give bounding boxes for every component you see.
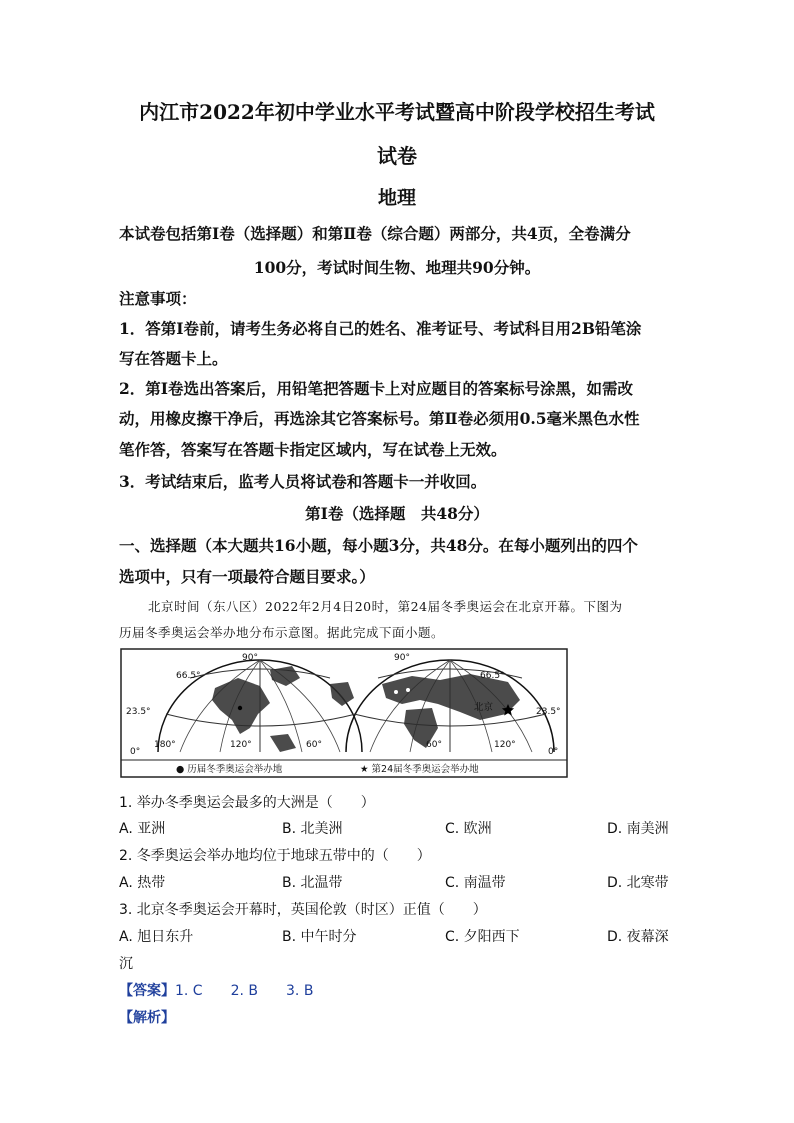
question-2-stem: 2. 冬季奥运会举办地均位于地球五带中的（ ） <box>119 848 431 864</box>
question-3-option-d-wrap: 沉 <box>119 956 133 972</box>
answer-item-2: 2. B <box>230 983 259 999</box>
host-marker <box>238 706 242 710</box>
intro-line1: 本试卷包括第Ⅰ卷（选择题）和第Ⅱ卷（综合题）两部分，共4页，全卷满分 <box>119 224 631 243</box>
section1-title: 第Ⅰ卷（选择题 共48分） <box>305 504 489 523</box>
passage-line1: 北京时间（东八区）2022年2月4日20时，第24届冬季奥运会在北京开幕。下图为 <box>148 599 623 614</box>
lat-label-66-left: 66.5° <box>176 671 201 681</box>
lon-label-120w: 120° <box>230 740 252 750</box>
note-1-line2: 写在答题卡上。 <box>119 349 228 368</box>
note-2-line2: 动，用橡皮擦干净后，再选涂其它答案标号。第Ⅱ卷必须用0.5毫米黑色水性 <box>119 409 640 428</box>
lat-label-23-left: 23.5° <box>126 707 151 717</box>
question-3-stem: 3. 北京冬季奥运会开幕时，英国伦敦（时区）正值（ ） <box>119 902 487 918</box>
lon-label-120e: 120° <box>494 740 516 750</box>
question-3-option-a[interactable]: A. 旭日东升 <box>119 929 194 945</box>
lon-label-90-left: 90° <box>242 653 258 663</box>
question-1-option-a[interactable]: A. 亚洲 <box>119 821 166 837</box>
legend-host: ● 历届冬季奥运会举办地 <box>176 764 283 775</box>
question-2-option-b[interactable]: B. 北温带 <box>282 875 343 891</box>
beijing-label: 北京 <box>474 702 494 713</box>
section1-desc-line2: 选项中，只有一项最符合题目要求。） <box>119 567 375 586</box>
lat-label-66-right: 66.5° <box>480 671 505 681</box>
question-1-option-c[interactable]: C. 欧洲 <box>445 821 492 837</box>
host-marker <box>394 690 398 694</box>
question-2-option-a[interactable]: A. 热带 <box>119 875 166 891</box>
question-2-option-d[interactable]: D. 北寒带 <box>607 875 669 891</box>
lon-label-60w: 60° <box>306 740 322 750</box>
question-1-option-d[interactable]: D. 南美洲 <box>607 821 669 837</box>
section1-desc-line1: 一、选择题（本大题共16小题，每小题3分，共48分。在每小题列出的四个 <box>119 536 638 555</box>
lat-label-23-right: 23.5° <box>536 707 561 717</box>
lon-label-180: 180° <box>154 740 176 750</box>
lat-label-0-right: 0° <box>548 747 559 757</box>
note-1-line1: 1．答第Ⅰ卷前，请考生务必将自己的姓名、准考证号、考试科目用2B铅笔涂 <box>119 319 642 338</box>
passage-line2: 历届冬季奥运会举办地分布示意图。据此完成下面小题。 <box>119 625 445 640</box>
winter-olympics-map <box>120 648 568 778</box>
answer-row <box>119 980 313 1000</box>
analysis-label: 【解析】 <box>119 1010 175 1026</box>
lat-label-0-left: 0° <box>130 747 141 757</box>
exam-title-line1: 内江市2022年初中学业水平考试暨高中阶段学校招生考试 <box>139 100 655 124</box>
notes-heading: 注意事项： <box>119 289 197 308</box>
question-3-option-d[interactable]: D. 夜幕深 <box>607 929 669 945</box>
note-2-line1: 2．第Ⅰ卷选出答案后，用铅笔把答题卡上对应题目的答案标号涂黑，如需改 <box>119 379 634 398</box>
note-2-line3: 笔作答，答案写在答题卡指定区域内，写在试卷上无效。 <box>119 440 507 459</box>
answer-item-3: 3. B <box>286 983 314 999</box>
host-marker <box>406 688 410 692</box>
answer-item-1: 1. C <box>175 983 203 999</box>
note-3-line1: 3．考试结束后，监考人员将试卷和答题卡一并收回。 <box>119 472 487 491</box>
question-3-option-b[interactable]: B. 中午时分 <box>282 929 357 945</box>
question-1-stem: 1. 举办冬季奥运会最多的大洲是（ ） <box>119 795 375 811</box>
intro-line2: 100分，考试时间生物、地理共90分钟。 <box>253 258 541 277</box>
question-3-option-c[interactable]: C. 夕阳西下 <box>445 929 520 945</box>
question-2-option-c[interactable]: C. 南温带 <box>445 875 506 891</box>
lon-label-90-right: 90° <box>394 653 410 663</box>
question-1-option-b[interactable]: B. 北美洲 <box>282 821 343 837</box>
answer-label: 【答案】 <box>119 983 175 999</box>
lon-label-60e: 60° <box>426 740 442 750</box>
subject-title: 地理 <box>377 187 416 209</box>
exam-title-line2: 试卷 <box>377 144 417 168</box>
legend-current: ★ 第24届冬季奥运会举办地 <box>360 764 479 775</box>
